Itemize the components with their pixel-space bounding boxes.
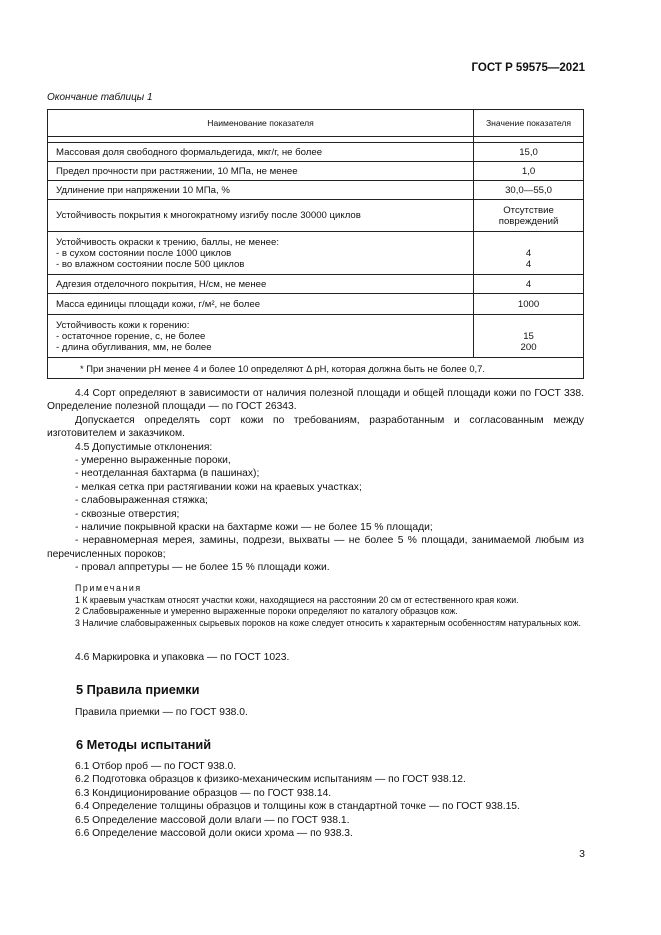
section-5-text: Правила приемки — по ГОСТ 938.0. — [75, 707, 248, 718]
row-value-line: 200 — [520, 341, 537, 353]
list-item: 6.3 Кондиционирование образцов — по ГОСТ 938.14. — [75, 787, 332, 799]
row-name — [48, 315, 474, 358]
paragraph-4-6: 4.6 Маркировка и упаковка — по ГОСТ 1023. — [75, 652, 290, 663]
row-name-line: - в сухом состоянии после 1000 циклов — [56, 247, 232, 259]
row-value-line — [482, 320, 575, 331]
paragraph-4-4-b: Допускается определять сорт кожи по требованиям, разработанным и согласованным между изготовителем и заказчиком. — [47, 414, 584, 440]
list-item: 6.5 Определение массовой доли влаги — по ГОСТ 938.1. — [75, 814, 350, 826]
section-5-body — [47, 706, 584, 719]
row-name: Предел прочности при растяжении, 10 МПа, не менее — [48, 162, 474, 181]
note-item: 2 Слабовыраженные и умеренно выраженные пороки определяют по каталогу образцов кож. — [75, 606, 458, 617]
section-6-body — [47, 760, 584, 840]
row-value: 4 — [474, 275, 584, 294]
list-item: - провал аппретуры — не более 15 % площади кожи. — [75, 562, 330, 574]
row-name: Удлинение при напряжении 10 МПа, % — [48, 181, 474, 200]
column-header-name: Наименование показателя — [48, 110, 474, 137]
row-name: Масса единицы площади кожи, г/м², не более — [48, 294, 474, 315]
table-footnote-row — [48, 358, 584, 379]
row-name: Массовая доля свободного формальдегида, мкг/г, не более — [48, 143, 474, 162]
notes-header: Примечания — [75, 583, 142, 593]
row-value-line: 4 — [525, 247, 532, 259]
list-item: - неотделанная бахтарма (в пашинах); — [75, 468, 260, 480]
section-6-title: 6 Методы испытаний — [76, 737, 212, 752]
list-item: - слабовыраженная стяжка; — [75, 495, 208, 507]
row-value: 30,0—55,0 — [474, 181, 584, 200]
page-number: 3 — [579, 848, 585, 860]
list-item: - неравномерная мерея, замины, подрези, выхваты — не более 5 % площади, занимаемой любым из перечисленных пороков; — [47, 535, 584, 560]
row-name: Адгезия отделочного покрытия, Н/см, не менее — [48, 275, 474, 294]
table-caption: Окончание таблицы 1 — [47, 92, 153, 103]
row-name-line: - длина обугливания, мм, не более — [56, 341, 212, 353]
table-row — [48, 200, 584, 232]
row-value-line — [482, 237, 575, 248]
list-item: - мелкая сетка при растягивании кожи на краевых участках; — [75, 481, 362, 493]
row-value: 1000 — [474, 294, 584, 315]
list-item: 6.4 Определение толщины образцов и толщины кож в стандартной точке — по ГОСТ 938.15. — [75, 801, 520, 813]
list-item: - умеренно выраженные пороки, — [75, 455, 231, 467]
table-row — [48, 232, 584, 275]
row-value-line: Отсутствие — [503, 204, 554, 216]
paragraph-4-4: 4.4 Сорт определяют в зависимости от наличия полезной площади и общей площади кожи по ГОСТ 338. Определение полезной площади — по ГОСТ 26343. — [47, 388, 584, 413]
row-name: Устойчивость покрытия к многократному изгибу после 30000 циклов — [48, 200, 474, 232]
table-row — [48, 275, 584, 294]
row-name-line: - во влажном состоянии после 500 циклов — [56, 258, 245, 270]
row-value-line: повреждений — [498, 215, 559, 227]
table-row — [48, 294, 584, 315]
specification-table — [47, 109, 584, 379]
row-value: 15,0 — [474, 143, 584, 162]
list-item: - сквозные отверстия; — [75, 508, 180, 520]
notes-block — [47, 583, 584, 629]
paragraph-4-6-block — [47, 651, 584, 664]
table-row — [48, 181, 584, 200]
table-row — [48, 162, 584, 181]
table-row — [48, 315, 584, 358]
list-item: 6.1 Отбор проб — по ГОСТ 938.0. — [75, 761, 237, 772]
list-item: - наличие покрывной краски на бахтарме кожи — не более 15 % площади; — [75, 522, 433, 534]
document-code: ГОСТ Р 59575—2021 — [471, 62, 585, 74]
note-item: 1 К краевым участкам относят участки кожи, находящиеся на расстоянии 20 см от естественного края кожи. — [75, 594, 519, 605]
row-name — [48, 232, 474, 275]
table-header-row — [48, 110, 584, 137]
row-value-line: 4 — [525, 258, 532, 270]
row-name-line: - остаточное горение, с, не более — [56, 330, 206, 342]
section-5-title: 5 Правила приемки — [76, 682, 200, 697]
paragraph-4-5: 4.5 Допустимые отклонения: — [75, 441, 213, 453]
row-name-line: Устойчивость кожи к горению: — [56, 319, 190, 331]
note-item: 3 Наличие слабовыраженных сырьевых пороков на коже следует относить к характерным особенностям натуральных кож. — [75, 617, 581, 628]
clause-4-block — [47, 387, 584, 575]
row-value — [474, 315, 584, 358]
column-header-value: Значение показателя — [474, 110, 584, 137]
row-value-line: 15 — [523, 330, 534, 342]
row-value — [474, 200, 584, 232]
row-value: 1,0 — [474, 162, 584, 181]
row-name-line: Устойчивость окраски к трению, баллы, не менее: — [56, 236, 279, 248]
table-row — [48, 143, 584, 162]
list-item: 6.2 Подготовка образцов к физико-механическим испытаниям — по ГОСТ 938.12. — [75, 774, 466, 786]
table-footnote: * При значении pH менее 4 и более 10 определяют Δ pH, которая должна быть не более 0,7. — [48, 358, 584, 379]
row-value — [474, 232, 584, 275]
list-item: 6.6 Определение массовой доли окиси хрома — по 938.3. — [75, 828, 353, 840]
